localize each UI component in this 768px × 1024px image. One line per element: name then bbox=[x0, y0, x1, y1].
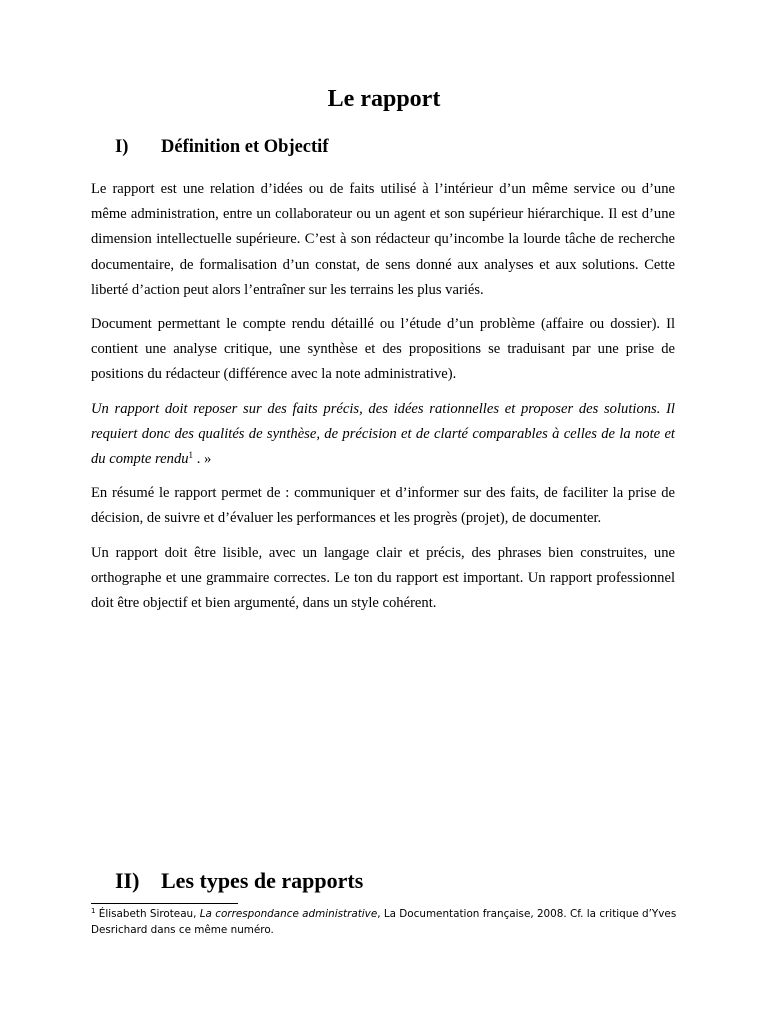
footnote-marker: 1 bbox=[91, 907, 96, 915]
quote-close: . » bbox=[193, 451, 212, 468]
footnote bbox=[91, 907, 681, 938]
paragraph-definition: Le rapport est une relation d’idées ou de faits utilisé à l’intérieur d’un même service ou d’une même administration, entre un collaborateur ou un agent et son supérieur hiérarchique. Il est d’une dimension intellectuelle supérieure. C’est à son rédacteur qu’incombe la lourde tâche de recherche documentaire, de formalisation d’un constat, de sens donné aux analyses et aux solutions. Cette liberté d’action peut alors l’entraîner sur les terrains les plus variés. bbox=[91, 181, 675, 298]
document-title: Le rapport bbox=[327, 86, 441, 112]
section-number: I) bbox=[115, 137, 129, 157]
section-number: II) bbox=[115, 868, 140, 893]
section-heading-definition bbox=[115, 137, 329, 158]
footnote-details: , La Documentation française, 2008. Cf. la critique d’Yves Desrichard dans ce même numéro. bbox=[91, 908, 677, 936]
quote-text: Un rapport doit reposer sur des faits précis, des idées rationnelles et proposer des solutions. Il requiert donc des qualités de synthèse, de précision et de clarté comparables à celles de la note et du compte rendu bbox=[91, 400, 675, 468]
section-title: Les types de rapports bbox=[161, 868, 364, 893]
section-title: Définition et Objectif bbox=[161, 137, 329, 157]
paragraph-quote bbox=[91, 397, 675, 473]
footnote-separator bbox=[91, 903, 238, 904]
footnote-reference[interactable]: 1 bbox=[188, 450, 194, 461]
footnote-work-title: La correspondance administrative bbox=[199, 908, 378, 920]
section-heading-types bbox=[115, 868, 363, 894]
paragraph-summary: En résumé le rapport permet de : communiquer et d’informer sur des faits, de faciliter la prise de décision, de suivre et d’évaluer les performances et les progrès (projet), de documenter. bbox=[91, 485, 675, 527]
paragraph-document-purpose: Document permettant le compte rendu détaillé ou l’étude d’un problème (affaire ou dossier). Il contient une analyse critique, une synthèse et des propositions se traduisant par une prise de positions du rédacteur (différence avec la note administrative). bbox=[91, 316, 675, 383]
footnote-author: Élisabeth Siroteau, bbox=[95, 908, 200, 920]
paragraph-readability: Un rapport doit être lisible, avec un langage clair et précis, des phrases bien construites, une orthographe et une grammaire correctes. Le ton du rapport est important. Un rapport professionnel doit être objectif et bien argumenté, dans un style cohérent. bbox=[91, 544, 675, 612]
body-text bbox=[91, 177, 675, 625]
